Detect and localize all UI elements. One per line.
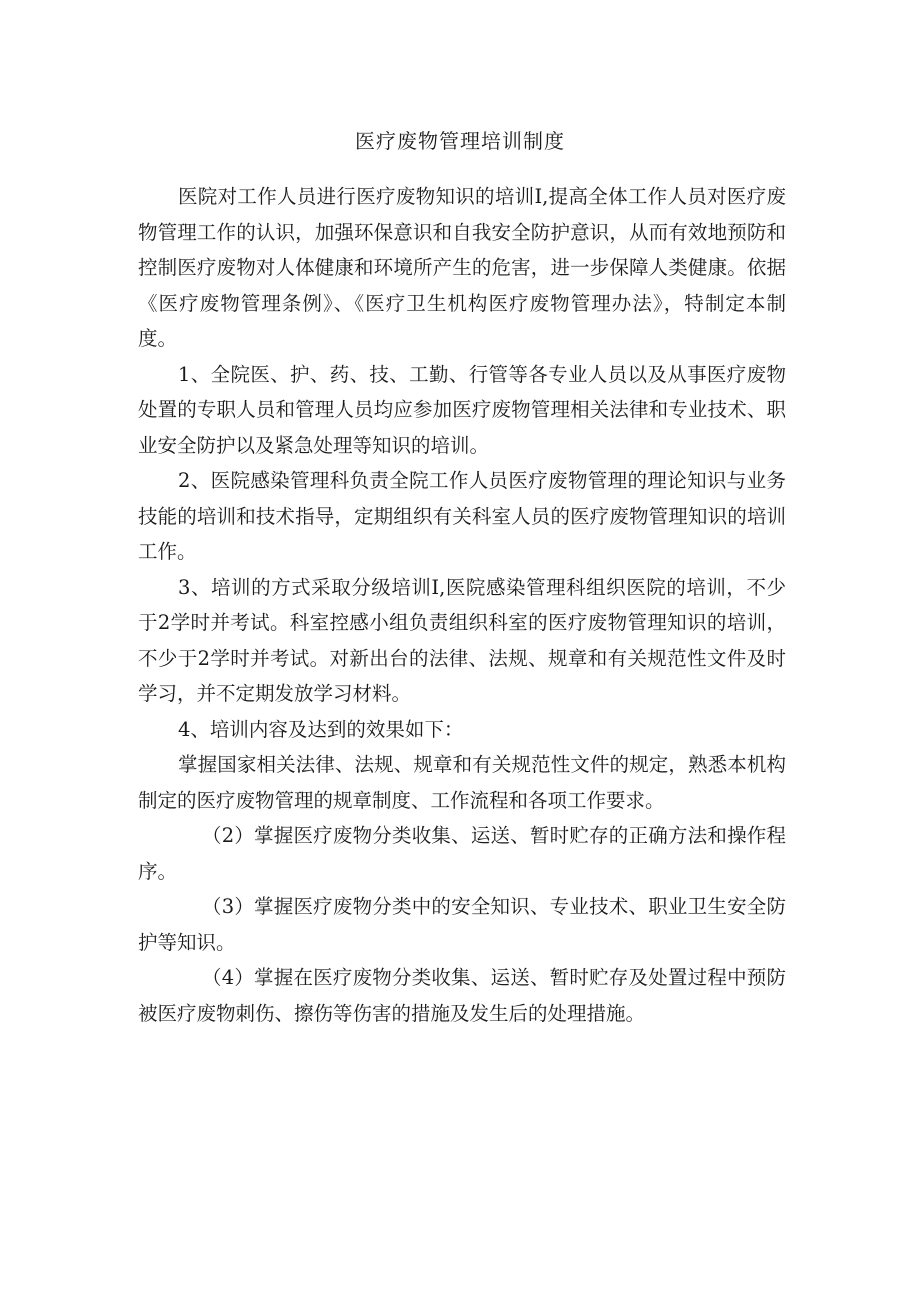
- document-title: 医疗废物管理培训制度: [355, 129, 565, 153]
- paragraph-subitem-4: （4）掌握在医疗废物分类收集、运送、暂时贮存及处置过程中预防被医疗废物刺伤、擦伤等伤害的措施及发生后的处理措施。: [138, 966, 786, 1025]
- paragraph-subitem-2: （2）掌握医疗废物分类收集、运送、暂时贮存的正确方法和操作程序。: [138, 824, 786, 883]
- paragraph-item-3: 3、培训的方式采取分级培训I,医院感染管理科组织医院的培训，不少于2学时并考试。科室控感小组负责组织科室的医疗废物管理知识的培训，不少于2学时并考试。对新出台的法律、法规、规章和有关规范性文件及时学习，并不定期发放学习材料。: [138, 575, 786, 705]
- paragraph-subitem-1: 掌握国家相关法律、法规、规章和有关规范性文件的规定，熟悉本机构制定的医疗废物管理的规章制度、工作流程和各项工作要求。: [138, 753, 786, 812]
- document-body: [138, 179, 786, 1031]
- paragraph-subitem-3: （3）掌握医疗废物分类中的安全知识、专业技术、职业卫生安全防护等知识。: [138, 895, 786, 954]
- paragraph-item-4: 4、培训内容及达到的效果如下：: [178, 717, 464, 741]
- paragraph-item-1: 1、全院医、护、药、技、工勤、行管等各专业人员以及从事医疗废物处置的专职人员和管理人员均应参加医疗废物管理相关法律和专业技术、职业安全防护以及紧急处理等知识的培训。: [138, 362, 786, 457]
- paragraph-item-2: 2、医院感染管理科负责全院工作人员医疗废物管理的理论知识与业务技能的培训和技术指导，定期组织有关科室人员的医疗废物管理知识的培训工作。: [138, 469, 786, 563]
- paragraph-intro: 医院对工作人员进行医疗废物知识的培训I,提高全体工作人员对医疗废物管理工作的认识，加强环保意识和自我安全防护意识，从而有效地预防和控制医疗废物对人体健康和环境所产生的危害，进一步保障人类健康。依据《医疗废物管理条例》、《医疗卫生机构医疗废物管理办法》，特制定本制度。: [138, 185, 786, 350]
